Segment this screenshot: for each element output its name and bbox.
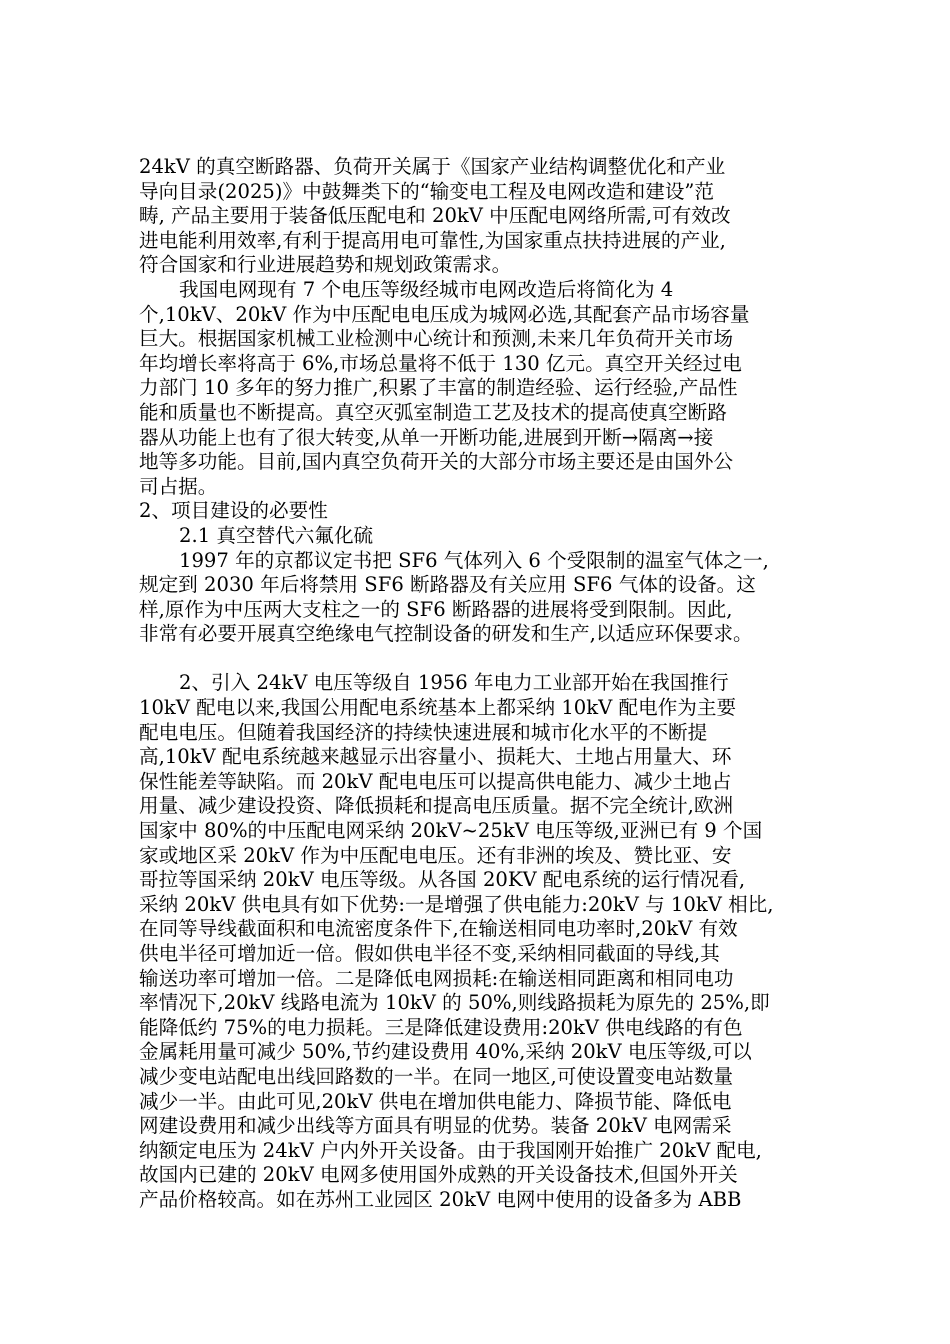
text-line: 保性能差等缺陷。而 20kV 配电电压可以提高供电能力、减少土地占	[139, 769, 732, 793]
text-line: 采纳 20kV 供电具有如下优势:一是增强了供电能力:20kV 与 10kV 相比,	[139, 892, 774, 916]
text-line: 符合国家和行业进展趋势和规划政策需求。	[139, 253, 512, 277]
text-line: 输送功率可增加一倍。二是降低电网损耗:在输送相同距离和相同电功	[139, 966, 734, 990]
text-line: 哥拉等国采纳 20kV 电压等级。从各国 20KV 配电系统的运行情况看,	[139, 868, 746, 892]
text-line: 故国内已建的 20kV 电网多使用国外成熟的开关设备技术,但国外开关	[139, 1163, 738, 1187]
text-line: 1997 年的京都议定书把 SF6 气体列入 6 个受限制的温室气体之一,	[179, 548, 769, 572]
text-line: 我国电网现有 7 个电压等级经城市电网改造后将简化为 4	[179, 277, 674, 301]
text-line: 进电能利用效率,有利于提高用电可靠性,为国家重点扶持进展的产业,	[139, 228, 726, 252]
text-line: 2、引入 24kV 电压等级自 1956 年电力工业部开始在我国推行	[179, 671, 729, 695]
text-line: 个,10kV、20kV 作为中压配电电压成为城网必选,其配套产品市场容量	[139, 302, 750, 326]
text-line: 年均增长率将高于 6%,市场总量将不低于 130 亿元。真空开关经过电	[139, 351, 742, 375]
text-line: 家或地区采 20kV 作为中压配电电压。还有非洲的埃及、赞比亚、安	[139, 843, 732, 867]
text-line: 2.1 真空替代六氟化硫	[179, 523, 374, 547]
text-line: 样,原作为中压两大支柱之一的 SF6 断路器的进展将受到限制。因此,	[139, 597, 733, 621]
text-line: 供电半径可增加近一倍。假如供电半径不变,采纳相同截面的导线,其	[139, 942, 720, 965]
text-line: 非常有必要开展真空绝缘电气控制设备的研发和生产,以适应环保要求。	[139, 622, 753, 646]
text-line: 金属耗用量可减少 50%,节约建设费用 40%,采纳 20kV 电压等级,可以	[139, 1040, 752, 1064]
text-line: 在同等导线截面积和电流密度条件下,在输送相同电功率时,20kV 有效	[139, 917, 738, 941]
text-line: 产品价格较高。如在苏州工业园区 20kV 电网中使用的设备多为 ABB	[139, 1187, 742, 1211]
text-line: 用量、减少建设投资、降低损耗和提高电压质量。据不完全统计,欧洲	[139, 794, 734, 818]
text-line: 减少一半。由此可见,20kV 供电在增加供电能力、降损节能、降低电	[139, 1089, 732, 1113]
text-line: 能和质量也不断提高。真空灭弧室制造工艺及技术的提高使真空断路	[139, 400, 727, 424]
text-line: 司占据。	[139, 474, 218, 498]
text-line: 地等多功能。目前,国内真空负荷开关的大部分市场主要还是由国外公	[139, 450, 734, 474]
text-line: 规定到 2030 年后将禁用 SF6 断路器及有关应用 SF6 气体的设备。这	[139, 573, 756, 597]
text-line: 网建设费用和减少出线等方面具有明显的优势。装备 20kV 电网需采	[139, 1114, 732, 1138]
text-line: 导向目录(2025)》中鼓舞类下的“输变电工程及电网改造和建设”范	[139, 179, 715, 203]
text-line: 10kV 配电以来,我国公用配电系统基本上都采纳 10kV 配电作为主要	[139, 696, 737, 720]
text-line: 减少变电站配电出线回路数的一半。在同一地区,可使设置变电站数量	[139, 1064, 734, 1088]
text-line: 率情况下,20kV 线路电流为 10kV 的 50%,则线路损耗为原先的 25%,即	[139, 991, 770, 1015]
text-line: 24kV 的真空断路器、负荷开关属于《国家产业结构调整优化和产业	[139, 155, 726, 178]
text-line: 器从功能上也有了很大转变,从单一开断功能,进展到开断→隔离→接	[139, 425, 714, 449]
blank-line	[139, 647, 829, 672]
text-line: 纳额定电压为 24kV 户内外开关设备。由于我国刚开始推广 20kV 配电,	[139, 1138, 762, 1162]
text-line: 国家中 80%的中压配电网采纳 20kV~25kV 电压等级,亚洲已有 9 个国	[139, 819, 763, 843]
document-page	[139, 155, 829, 1213]
text-line: 高,10kV 配电系统越来越显示出容量小、损耗大、土地占用量大、环	[139, 745, 732, 769]
text-line: 巨大。根据国家机械工业检测中心统计和预测,未来几年负荷开关市场	[139, 327, 734, 351]
text-line: 畴, 产品主要用于装备低压配电和 20kV 中压配电网络所需,可有效改	[139, 204, 731, 228]
text-line: 能降低约 75%的电力损耗。三是降低建设费用:20kV 供电线路的有色	[139, 1015, 743, 1039]
text-line: 力部门 10 多年的努力推广,积累了丰富的制造经验、运行经验,产品性	[139, 376, 738, 400]
text-line: 配电电压。但随着我国经济的持续快速进展和城市化水平的不断提	[139, 720, 708, 744]
text-line: 2、项目建设的必要性	[139, 499, 328, 523]
